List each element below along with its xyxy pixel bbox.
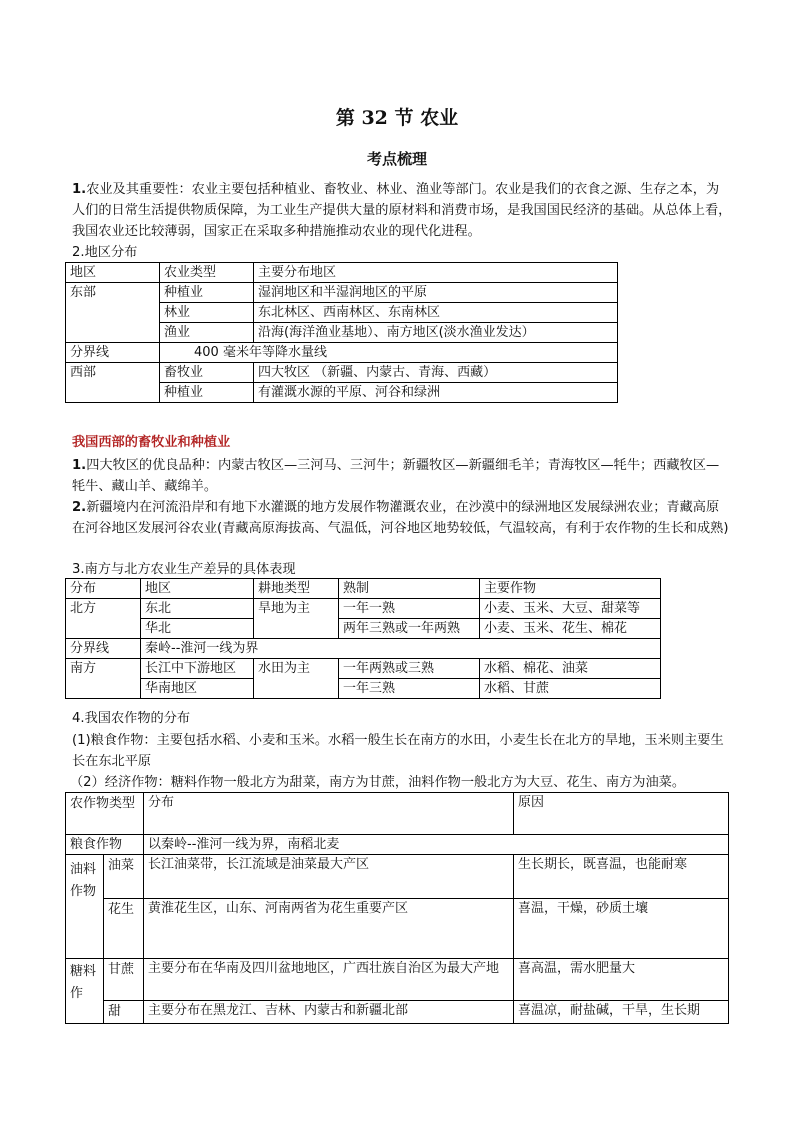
table-cell: 一年一熟 — [339, 599, 480, 619]
header-cell: 分布 — [66, 579, 141, 599]
crop-distribution-table — [65, 792, 729, 1024]
north-south-table — [65, 578, 661, 699]
west-p1-number: 1. — [72, 458, 87, 473]
crop-name: 甘蔗 — [104, 959, 144, 1001]
table-cell: 一年三熟 — [339, 679, 480, 699]
table-cell: 种植业 — [160, 283, 254, 303]
paragraph-4-1: (1)粮食作物：主要包括水稻、小麦和玉米。水稻一般生长在南方的水田，小麦生长在北方的旱地，玉米则主要生长在东北平原 — [72, 733, 724, 769]
table-cell: 沿海(海洋渔业基地）、南方地区(淡水渔业发达） — [254, 323, 618, 343]
west-p1-text: 四大牧区的优良品种：内蒙古牧区—三河马、三河牛；新疆牧区—新疆细毛羊；青海牧区—牦牛；西藏牧区—牦牛、藏山羊、藏绵羊。 — [72, 458, 720, 494]
table-cell: 长江中下游地区 — [141, 659, 254, 679]
header-cell: 主要分布地区 — [254, 263, 618, 283]
page-title: 第 32 节 农业 — [335, 107, 459, 129]
table-cell: 喜温，干燥，砂质土壤 — [514, 899, 729, 959]
table-row — [66, 343, 618, 363]
header-cell: 分布 — [144, 793, 514, 835]
header-cell: 主要作物 — [480, 579, 661, 599]
intro-number: 1. — [72, 182, 87, 197]
table-row — [66, 619, 661, 639]
table-cell: 两年三熟或一年两熟 — [339, 619, 480, 639]
north-land-type: 旱地为主 — [254, 599, 339, 639]
table-cell: 喜高温，需水肥量大 — [514, 959, 729, 1001]
header-cell: 地区 — [66, 263, 160, 283]
oil-crops-label: 油料作物 — [66, 855, 104, 959]
section2-heading: 2.地区分布 — [72, 245, 138, 260]
table-cell: 主要分布在华南及四川盆地地区，广西壮族自治区为最大产地 — [144, 959, 514, 1001]
table-header-row — [66, 579, 661, 599]
south-land-type: 水田为主 — [254, 659, 339, 699]
crop-name: 油菜 — [104, 855, 144, 899]
region-distribution-table — [65, 262, 618, 403]
section-heading-red: 我国西部的畜牧业和种植业 — [72, 435, 231, 450]
table-cell: 小麦、玉米、花生、棉花 — [480, 619, 661, 639]
south-label: 南方 — [66, 659, 141, 699]
table-cell: 渔业 — [160, 323, 254, 343]
table-header-row — [66, 793, 729, 835]
table-cell: 华北 — [141, 619, 254, 639]
table-cell: 一年两熟或三熟 — [339, 659, 480, 679]
header-cell: 农作物类型 — [66, 793, 144, 835]
table-cell: 湿润地区和半湿润地区的平原 — [254, 283, 618, 303]
table-row — [66, 899, 729, 959]
table-cell: 四大牧区 （新疆、内蒙古、青海、西藏） — [254, 363, 618, 383]
header-cell: 熟制 — [339, 579, 480, 599]
table-cell: 水稻、甘蔗 — [480, 679, 661, 699]
boundary-value: 400 毫米年等降水量线 — [160, 343, 618, 363]
west-p2-number: 2. — [72, 500, 87, 515]
paragraph-4-2: （2）经济作物：糖料作物一般北方为甜菜，南方为甘蔗，油料作物一般北方为大豆、花生、南方为油菜。 — [70, 775, 686, 790]
table-cell: 林业 — [160, 303, 254, 323]
table-cell: 小麦、玉米、大豆、甜菜等 — [480, 599, 661, 619]
section3-heading: 3.南方与北方农业生产差异的具体表现 — [72, 562, 296, 577]
west-paragraph-2 — [72, 497, 732, 539]
crop-name: 花生 — [104, 899, 144, 959]
table-header-row — [66, 263, 618, 283]
region-east: 东部 — [66, 283, 160, 343]
table-cell: 黄淮花生区，山东、河南两省为花生重要产区 — [144, 899, 514, 959]
table-row — [66, 835, 729, 855]
west-paragraph-1 — [72, 455, 732, 497]
intro-paragraph — [72, 179, 732, 242]
table-row — [66, 679, 661, 699]
grain-label: 粮食作物 — [66, 835, 144, 855]
boundary-label: 分界线 — [66, 639, 141, 659]
table-cell: 种植业 — [160, 383, 254, 403]
boundary-label: 分界线 — [66, 343, 160, 363]
table-row — [66, 599, 661, 619]
west-p2-text: 新疆境内在河流沿岸和有地下水灌溉的地方发展作物灌溉农业，在沙漠中的绿洲地区发展绿洲农业；青藏高原在河谷地区发展河谷农业(青藏高原海拔高、气温低，河谷地区地势较低，气温较高，有利于农作物的生长和成熟) — [72, 500, 729, 536]
table-cell: 生长期长，既喜温，也能耐寒 — [514, 855, 729, 899]
north-label: 北方 — [66, 599, 141, 639]
region-west: 西部 — [66, 363, 160, 403]
header-cell: 农业类型 — [160, 263, 254, 283]
table-cell: 畜牧业 — [160, 363, 254, 383]
table-row — [66, 1001, 729, 1024]
table-cell: 东北 — [141, 599, 254, 619]
page-subtitle: 考点梳理 — [366, 150, 427, 168]
table-row — [66, 639, 661, 659]
boundary-value: 秦岭--淮河一线为界 — [141, 639, 661, 659]
header-cell: 耕地类型 — [254, 579, 339, 599]
sugar-crops-label: 糖料作 — [66, 959, 104, 1024]
grain-value: 以秦岭--淮河一线为界，南稻北麦 — [144, 835, 729, 855]
table-row — [66, 659, 661, 679]
table-cell: 喜温凉，耐盐碱，干旱，生长期 — [514, 1001, 729, 1024]
header-cell: 地区 — [141, 579, 254, 599]
crop-name: 甜 — [104, 1001, 144, 1024]
table-row — [66, 363, 618, 383]
table-cell: 水稻、棉花、油菜 — [480, 659, 661, 679]
table-cell: 主要分布在黑龙江、吉林、内蒙古和新疆北部 — [144, 1001, 514, 1024]
table-cell: 东北林区、西南林区、东南林区 — [254, 303, 618, 323]
section4-heading: 4.我国农作物的分布 — [72, 711, 191, 726]
table-row — [66, 855, 729, 899]
table-row — [66, 283, 618, 303]
table-cell: 华南地区 — [141, 679, 254, 699]
table-cell: 长江油菜带，长江流域是油菜最大产区 — [144, 855, 514, 899]
header-cell: 原因 — [514, 793, 729, 835]
table-cell: 有灌溉水源的平原、河谷和绿洲 — [254, 383, 618, 403]
intro-text: 农业及其重要性：农业主要包括种植业、畜牧业、林业、渔业等部门。农业是我们的衣食之源、生存之本，为人们的日常生活提供物质保障，为工业生产提供大量的原材料和消费市场，是我国国民经济的基础。从总体上看，我国农业还比较薄弱，国家正在采取多种措施推动农业的现代化进程。 — [72, 182, 732, 239]
table-row — [66, 959, 729, 1001]
